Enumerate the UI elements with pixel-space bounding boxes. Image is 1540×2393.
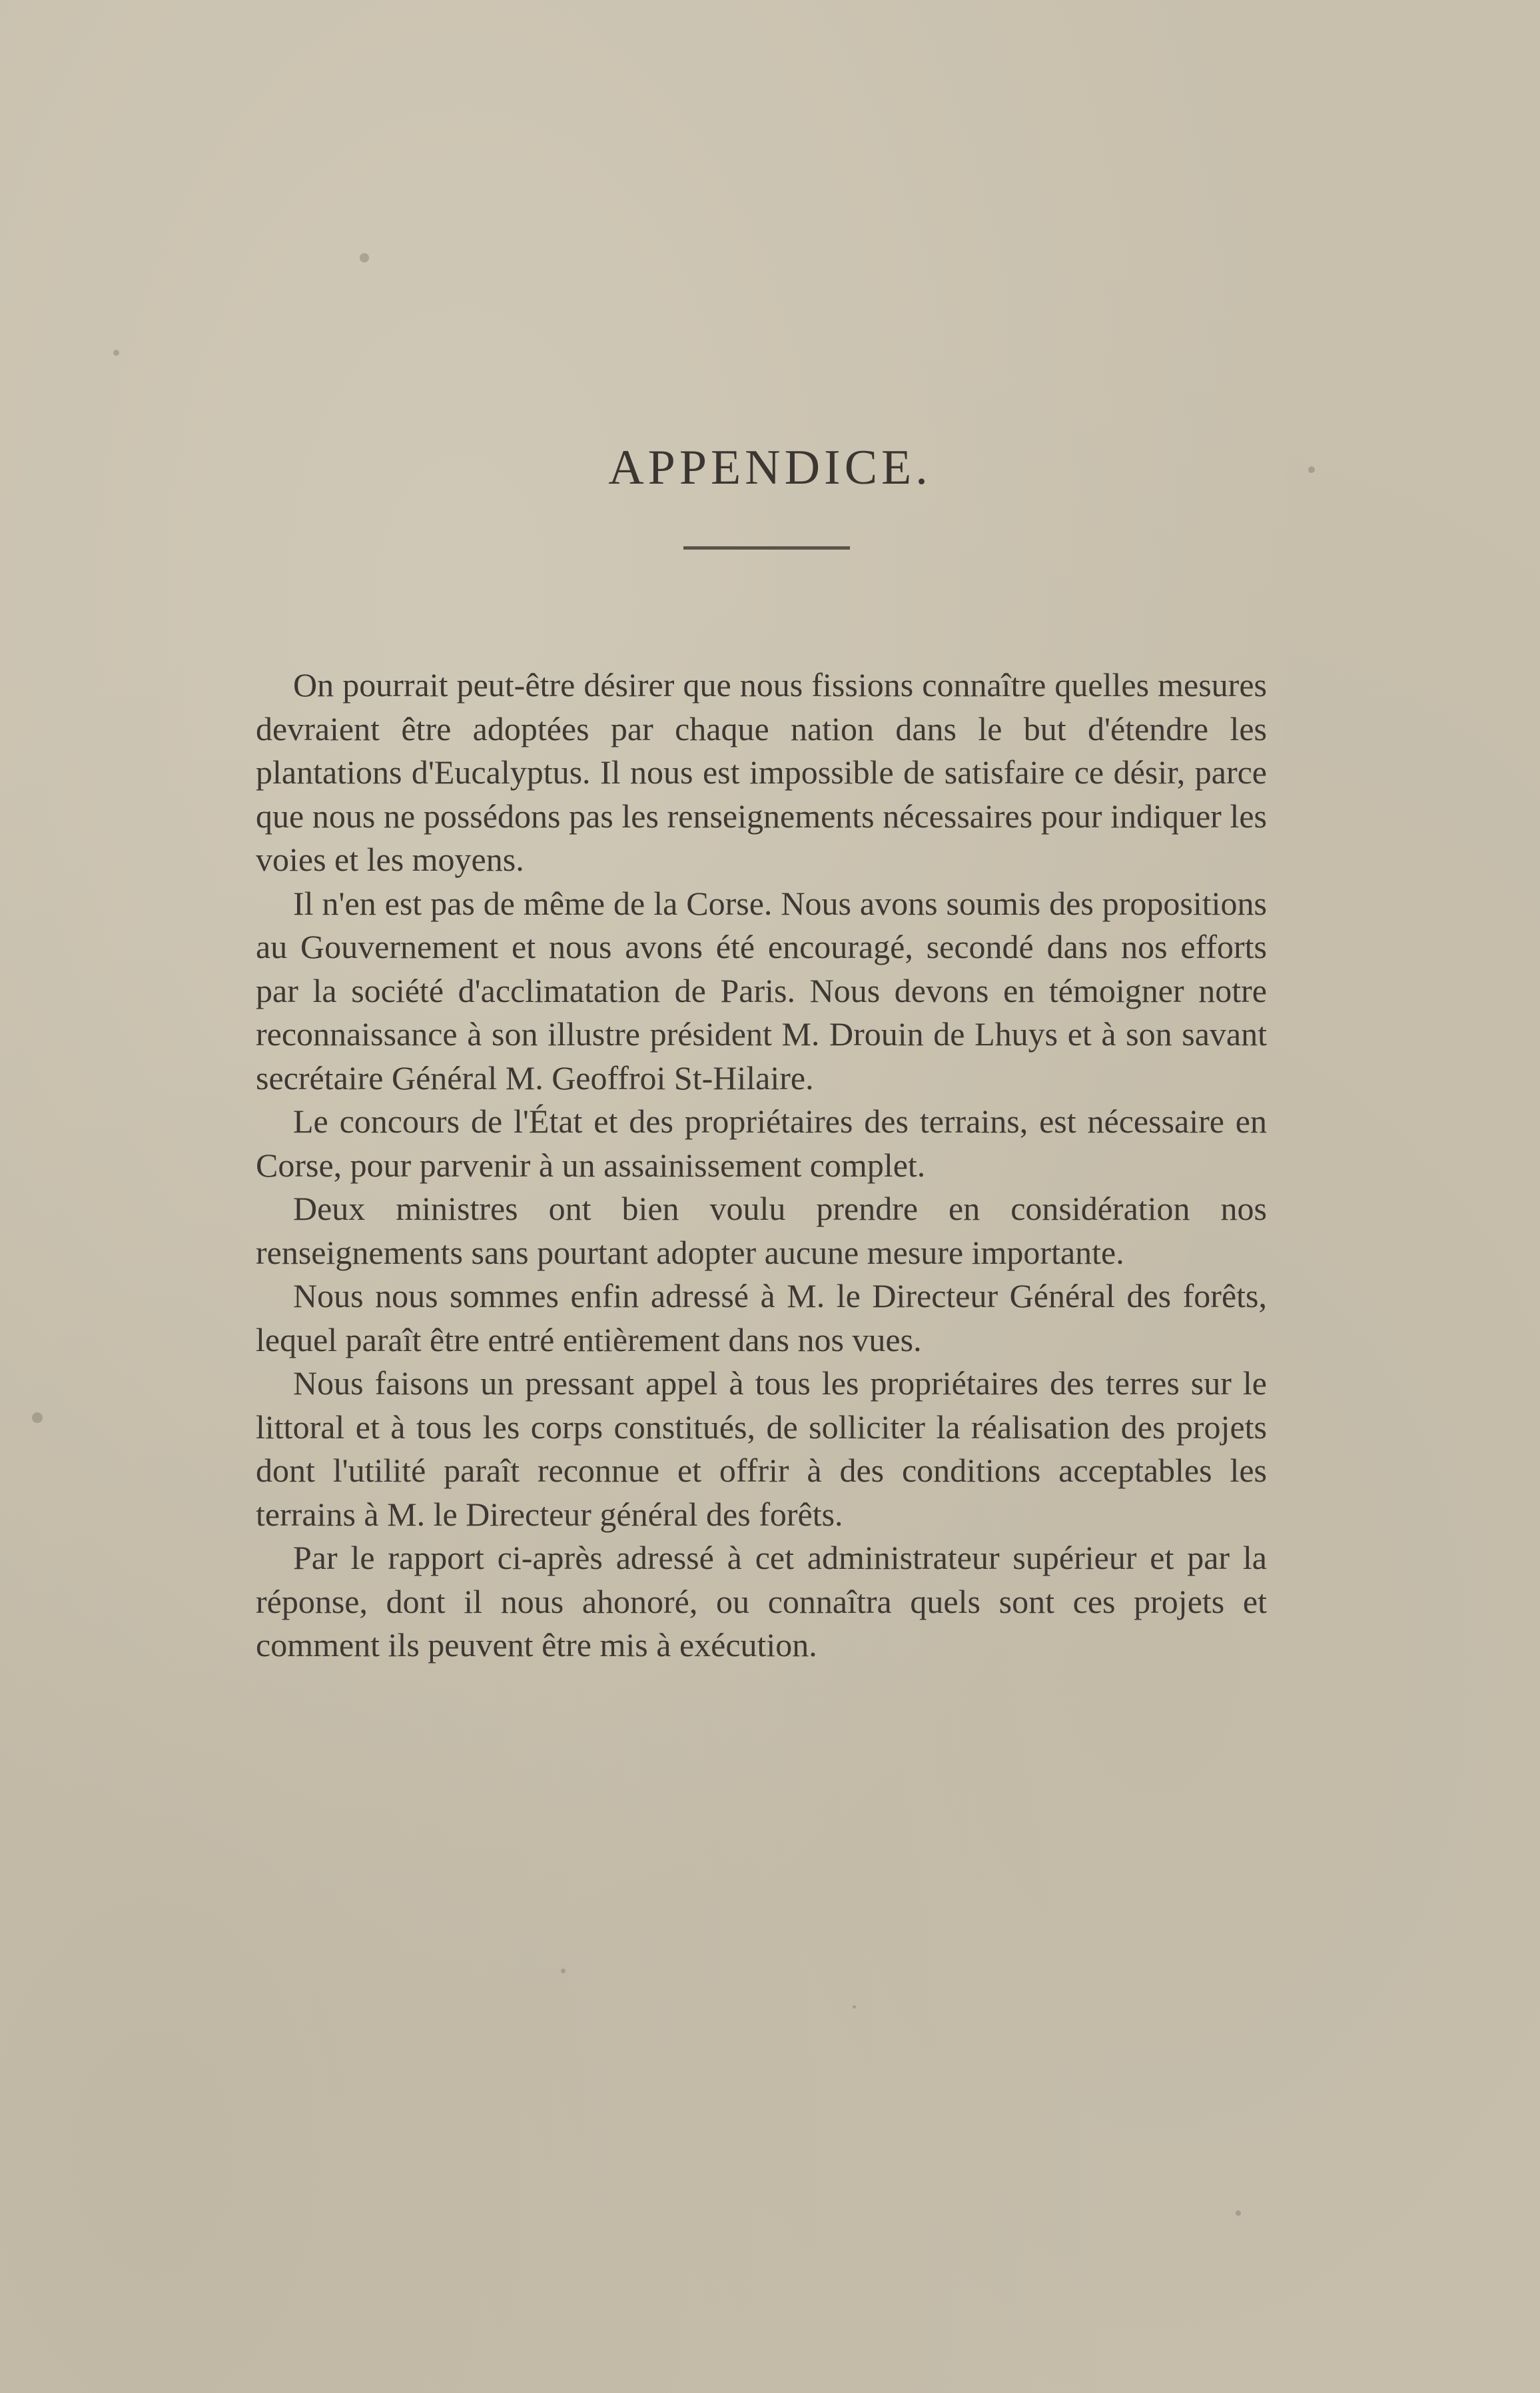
title-underline-rule [683, 546, 850, 550]
body-text [256, 664, 1267, 1668]
paragraph-4: Deux ministres ont bien voulu prendre en considération nos renseignements sans pourtant adopter aucune mesure importante. [256, 1190, 1267, 1271]
paragraph-1: On pourrait peut-être désirer que nous fissions connaître quelles mesures devraient être adoptées par chaque nation dans le but d'étendre les plantations d'Eucalyptus. Il nous est impossible de satisfaire ce désir, parce que nous ne possédons pas les renseignements nécessaires pour indiquer les voies et les moyens. [256, 666, 1267, 878]
paragraph-7: Par le rapport ci-après adressé à cet administrateur supérieur et par la réponse, dont il nous ahonoré, ou connaîtra quels sont ces projets et comment ils peuvent être mis à exécution. [256, 1539, 1267, 1664]
page-title: APPENDICE. [608, 440, 932, 495]
paper-speck [561, 1969, 566, 1973]
paper-speck [853, 2005, 856, 2009]
paper-speck [113, 350, 119, 356]
paper-speck [360, 253, 369, 262]
paragraph-6: Nous faisons un pressant appel à tous les propriétaires des terres sur le littoral et à tous les corps constitués, de solliciter la réalisation des projets dont l'utilité paraît reconnue et offrir à des conditions acceptables les terrains à M. le Directeur général des forêts. [256, 1364, 1267, 1533]
paper-speck [1236, 2210, 1241, 2216]
paragraph-3: Le concours de l'État et des propriétaires des terrains, est nécessaire en Corse, pour parvenir à un assainissement complet. [256, 1103, 1267, 1184]
paragraph-2: Il n'en est pas de même de la Corse. Nous avons soumis des propositions au Gouvernement et nous avons été encouragé, secondé dans nos efforts par la société d'acclimatation de Paris. Nous devons en témoigner notre reconnaissance à son illustre président M. Drouin de Lhuys et à son savant secrétaire Général M. Geoffroi St-Hilaire. [256, 884, 1267, 1097]
paragraph-5: Nous nous sommes enfin adressé à M. le Directeur Général des forêts, lequel paraît être entré entièrement dans nos vues. [256, 1277, 1267, 1358]
paper-speck [32, 1412, 43, 1423]
